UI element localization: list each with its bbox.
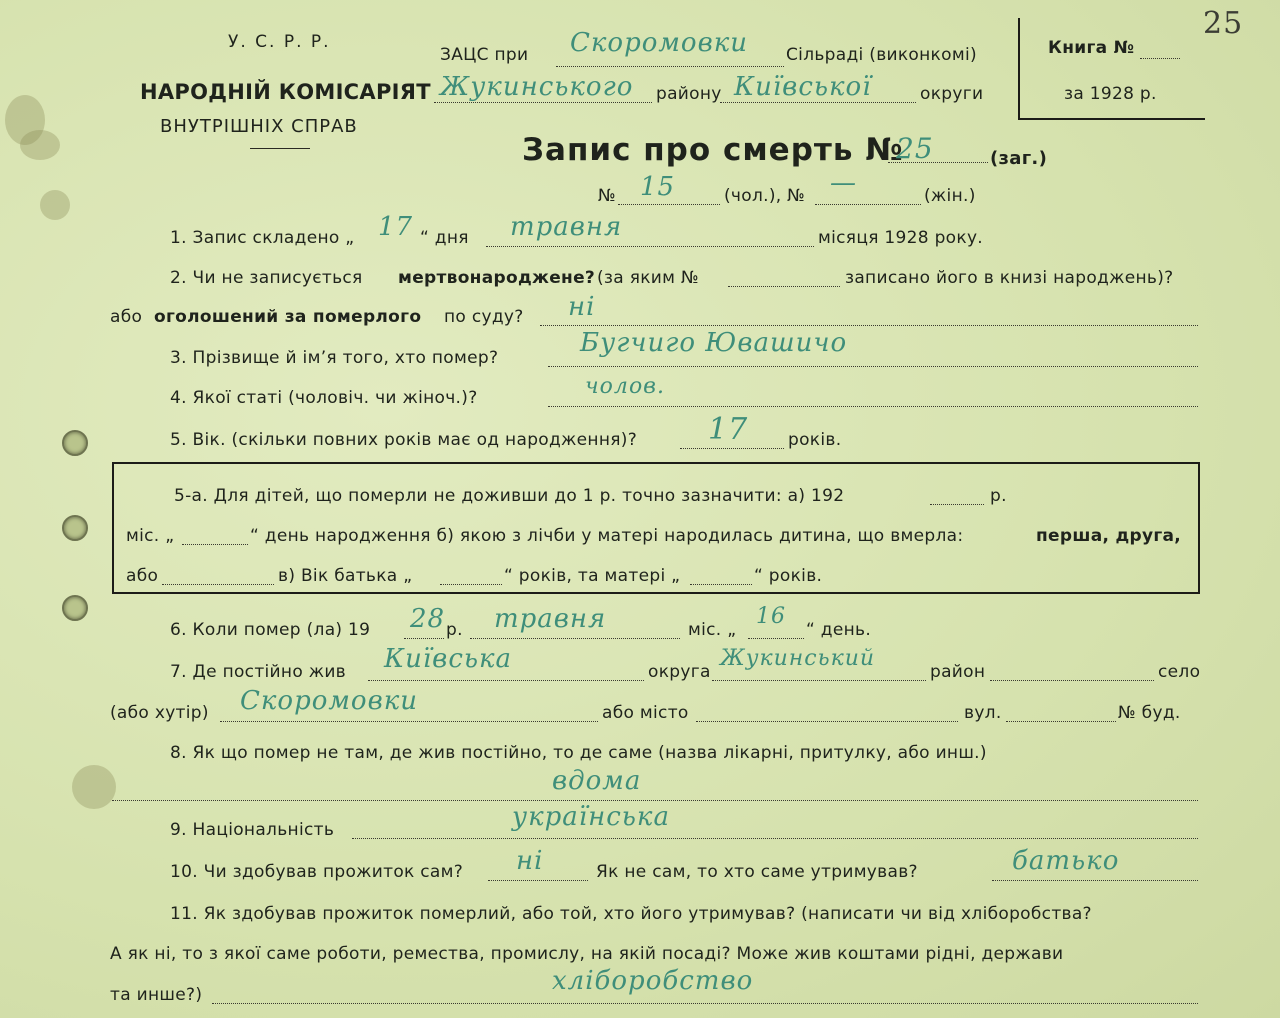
- q5a-father-label: в) Вік батька „: [278, 566, 413, 586]
- q8-label: 8. Як що помер не там, де жив постійно, то де саме (назва лікарні, притулку, або инш.): [170, 743, 987, 763]
- q7-okrug-label: округа: [648, 662, 711, 682]
- q6-year-handwriting: 28: [410, 604, 446, 634]
- q2-number-line: [728, 286, 840, 287]
- commissariat-label: НАРОДНІЙ КОМІСАРІЯТ: [140, 80, 431, 104]
- q7-label: 7. Де постійно жив: [170, 662, 347, 682]
- q4-sex-handwriting: чолов.: [585, 374, 665, 399]
- no-label: №: [598, 186, 616, 206]
- q5-label: 5. Вік. (скільки повних років має од народження)?: [170, 430, 638, 450]
- q1-month-line: [486, 246, 814, 247]
- q7-district-line: [712, 680, 926, 681]
- q7-village-line: [990, 680, 1154, 681]
- q2-court-line: [540, 325, 1198, 326]
- book-label: Книга №: [1048, 38, 1135, 58]
- punch-hole: [62, 515, 88, 541]
- q2-label: 2. Чи не записується: [170, 268, 363, 288]
- q11-label-line2: А як ні, то з якої саме роботи, ремества, промислу, на якій посаді? Може жив коштами рідні, держави: [110, 944, 1064, 964]
- paper-stain: [72, 765, 116, 809]
- q7-khutir-label: (або хутір): [110, 703, 209, 723]
- q9-line: [352, 838, 1198, 839]
- q2-court-handwriting: ні: [568, 292, 596, 322]
- village-council-label: Сільраді (виконкомі): [786, 45, 977, 65]
- q3-name-handwriting: Бугчиго Ювашичо: [580, 328, 848, 358]
- q5a-mother-line: [690, 584, 752, 585]
- q1-day-handwriting: 17: [378, 212, 414, 242]
- q2-declared: оголошений за померлого: [154, 307, 422, 327]
- q5-line: [680, 448, 784, 449]
- female-number-line: [815, 204, 921, 205]
- q2-number-label: (за яким №: [597, 268, 699, 288]
- male-number-handwriting: 15: [640, 172, 676, 202]
- q4-line: [548, 406, 1198, 407]
- q5-years: років.: [788, 430, 842, 450]
- q5a-years: “ років.: [754, 566, 823, 586]
- q7-khutir-line: [220, 721, 598, 722]
- q4-label: 4. Якої статі (чоловіч. чи жіноч.)?: [170, 388, 478, 408]
- q7-city-label: або місто: [602, 703, 689, 723]
- q6-month-line: [470, 638, 680, 639]
- q5a-or: або: [126, 566, 159, 586]
- paper-stain: [40, 190, 70, 220]
- q2-birth-book: записано його в книзі народжень)?: [845, 268, 1174, 288]
- male-label: (чол.), №: [724, 186, 806, 206]
- q5a-birth-order: “ день народження б) якою з лічби у матері народилась дитина, що вмерла:: [250, 526, 964, 546]
- page-number-handwriting: 25: [1203, 6, 1244, 41]
- q1-day-label: “ дня: [420, 228, 469, 248]
- republic-label: У. С. Р. Р.: [228, 32, 331, 52]
- village-handwriting: Скоромовки: [570, 28, 748, 58]
- q9-nationality-handwriting: українська: [512, 802, 670, 832]
- female-number-handwriting: —: [830, 168, 857, 198]
- q7-okrug-line: [368, 680, 644, 681]
- q1-label: 1. Запис складено „: [170, 228, 355, 248]
- book-box: [1018, 18, 1205, 120]
- q7-street-line: [1006, 721, 1116, 722]
- q5a-month-label: міс. „: [126, 526, 175, 546]
- q6-day-handwriting: 16: [756, 604, 786, 629]
- male-number-line: [618, 204, 720, 205]
- title-suffix: (заг.): [990, 148, 1048, 169]
- record-number-handwriting: 25: [896, 132, 934, 165]
- district-line: [434, 102, 652, 103]
- punch-hole: [62, 430, 88, 456]
- q5a-day-line: [182, 544, 248, 545]
- q10-supporter-handwriting: батько: [1012, 846, 1120, 876]
- q8-line: [112, 800, 1198, 801]
- q7-district-handwriting: Жукинський: [720, 646, 876, 671]
- q7-village-label: село: [1158, 662, 1201, 682]
- q7-district-label: район: [930, 662, 986, 682]
- q10-who-label: Як не сам, то хто саме утримував?: [596, 862, 918, 882]
- book-number-line: [1140, 58, 1180, 59]
- q6-day-line: [748, 638, 804, 639]
- form-title: Запис про смерть №: [522, 132, 904, 168]
- q5a-line1: 5-а. Для дітей, що померли не доживши до 1 р. точно зазначити: а) 192: [174, 486, 845, 506]
- district-handwriting: Жукинського: [440, 72, 634, 102]
- q9-label: 9. Національність: [170, 820, 335, 840]
- q6-year-suffix: р.: [446, 620, 463, 640]
- zags-label: ЗАЦС при: [440, 45, 529, 65]
- q5a-first-second: перша, друга,: [1036, 526, 1182, 546]
- q2-court: по суду?: [444, 307, 524, 327]
- q11-label-line1: 11. Як здобував прожиток померлий, або той, хто його утримував? (написати чи від хліборобства?: [170, 904, 1092, 924]
- q6-month-label: міс. „: [688, 620, 737, 640]
- okrug-handwriting: Київської: [734, 72, 872, 102]
- q7-street-label: вул.: [964, 703, 1002, 723]
- q2-or: або: [110, 307, 143, 327]
- q10-self-line: [488, 880, 588, 881]
- q7-okrug-handwriting: Київська: [384, 644, 513, 674]
- q1-month-handwriting: травня: [510, 212, 623, 242]
- q10-label: 10. Чи здобував прожиток сам?: [170, 862, 464, 882]
- q5a-mother-label: “ років, та матері „: [504, 566, 681, 586]
- q11-line: [212, 1003, 1198, 1004]
- q8-place-handwriting: вдома: [552, 766, 642, 796]
- female-label: (жін.): [924, 186, 976, 206]
- q7-village-handwriting: Скоромовки: [240, 686, 418, 716]
- okrug-line: [720, 102, 916, 103]
- q7-city-line: [696, 721, 958, 722]
- district-label: району: [656, 84, 722, 104]
- q2-stillborn: мертвонароджене?: [398, 268, 596, 288]
- okrug-label: округи: [920, 84, 984, 104]
- q3-label: 3. Прізвище й ім’я того, хто помер?: [170, 348, 499, 368]
- punch-hole: [62, 595, 88, 621]
- q1-year-label: місяця 1928 року.: [818, 228, 984, 248]
- q5a-year-line: [930, 504, 984, 505]
- village-line: [556, 66, 784, 67]
- book-year-label: за 1928 р.: [1064, 84, 1157, 104]
- q6-label: 6. Коли помер (ла) 19: [170, 620, 371, 640]
- q6-day-label: “ день.: [806, 620, 872, 640]
- q7-house-label: № буд.: [1118, 703, 1181, 723]
- q5a-father-line: [440, 584, 502, 585]
- q5-age-handwriting: 17: [708, 412, 749, 447]
- q11-occupation-handwriting: хліборобство: [552, 966, 754, 996]
- q6-year-line: [404, 638, 444, 639]
- paper-stain: [20, 130, 60, 160]
- q5a-year-suffix: р.: [990, 486, 1007, 506]
- q10-who-line: [992, 880, 1198, 881]
- department-label: ВНУТРІШНІХ СПРАВ: [160, 116, 358, 137]
- header-dash: [250, 148, 310, 149]
- q5a-order-line: [162, 584, 274, 585]
- q11-label-line3: та инше?): [110, 985, 203, 1005]
- q6-month-handwriting: травня: [494, 604, 607, 634]
- q3-line: [548, 366, 1198, 367]
- q10-self-handwriting: ні: [516, 846, 544, 876]
